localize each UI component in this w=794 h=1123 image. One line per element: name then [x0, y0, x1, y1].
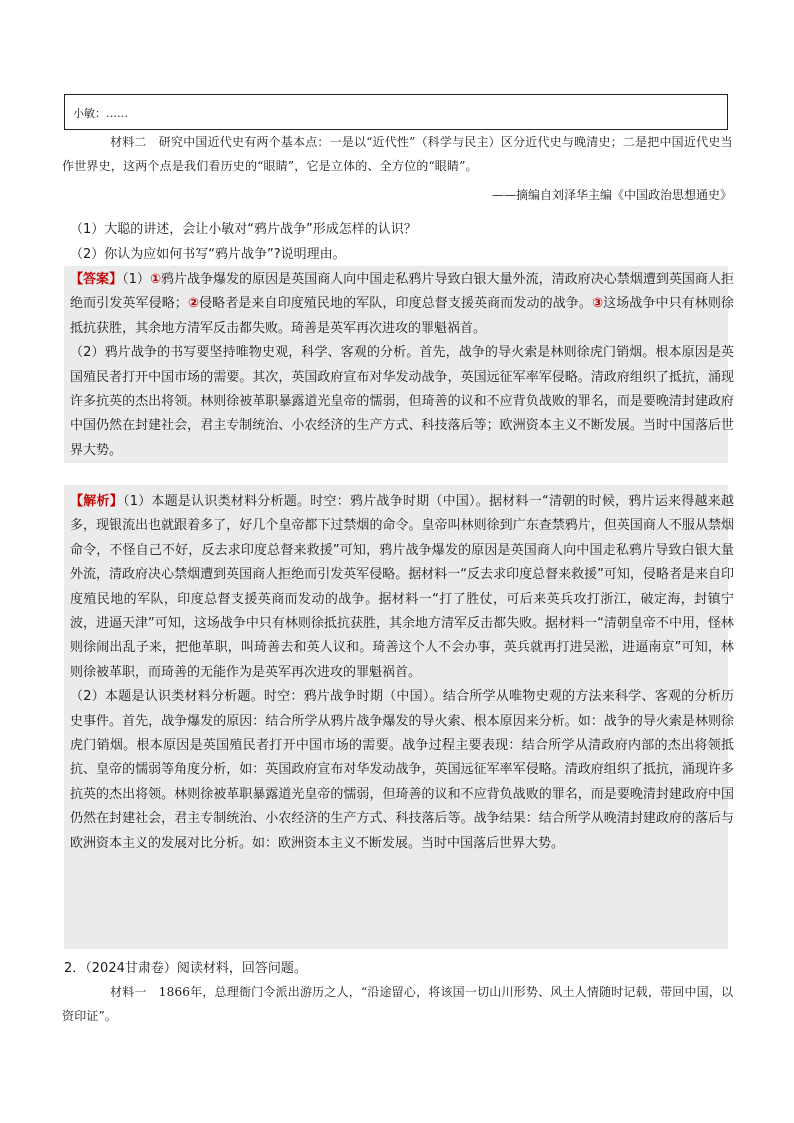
analysis-tag: 【解析】	[70, 494, 123, 509]
answer-point-1: 鸦片战争爆发的原因是英国商人向中国走私鸦片导致白银大量外流，清政府决心禁烟遭到英国商人拒绝而引发英军侵略；	[70, 272, 734, 312]
question-1: （1）大聪的讲述，会让小敏对“鸦片战争”形成怎样的认识？	[70, 222, 417, 237]
question-2-title: 2．（2024甘肃卷）阅读材料，回答问题。	[64, 961, 307, 976]
answer-part-2: （2）鸦片战争的书写要坚持唯物史观，科学、客观的分析。首先，战争的导火索是林则徐虎门销烟。根本原因是英国殖民者打开中国市场的需要。其次，英国政府宣布对华发动战争，英国远征军率军侵略。清政府组织了抵抗，涌现许多抗英的杰出将领。林则徐被革职暴露道光皇帝的懦弱，但琦善的议和不应背负战败的罪名，而是要晚清封建政府中国仍然在封建社会，君主专制统治、小农经济的生产方式、科技落后等；欧洲资本主义不断发展。当时中国落后世界大势。	[70, 345, 734, 458]
material-two: 材料二 研究中国近代史有两个基本点：一是以“近代性”（科学与民主）区分近代史与晚清史；二是把中国近代史当作世界史，这两个点是我们看历史的“眼睛”，它是立体的、全方位的“眼睛”。	[62, 135, 733, 173]
analysis-part-2: （2）本题是认识类材料分析题。时空：鸦片战争时期（中国）。结合所学从唯物史观的方法来科学、客观的分析历史事件。首先，战争爆发的原因：结合所学从鸦片战争爆发的导火索、根本原因来分析。如：战争的导火索是林则徐虎门销烟。根本原因是英国殖民者打开中国市场的需要。战争过程主要表现：结合所学从清政府内部的杰出将领抵抗、皇帝的懦弱等角度分析，如：英国政府宣布对华发动战争，英国远征军率军侵略。清政府组织了抵抗，涌现许多抗英的杰出将领。林则徐被革职暴露道光皇帝的懦弱，但琦善的议和不应背负战败的罪名，而是要晚清封建政府中国仍然在封建社会，君主专制统治、小农经济的生产方式、科技落后等。战争结果：结合所学从晚清封建政府的落后与欧洲资本主义的发展对比分析。如：欧洲资本主义不断发展。当时中国落后世界大势。	[70, 689, 734, 851]
answer-tag: 【答案】	[70, 272, 123, 287]
student-dialogue-box	[64, 94, 728, 130]
point-2-marker: ②	[187, 296, 200, 312]
point-3-marker: ③	[591, 296, 604, 312]
dialogue-text: 小敏：……	[73, 107, 128, 120]
material-one: 材料一 1866年，总理衙门令派出游历之人，“沿途留心，将该国一切山川形势、风土人情随时记载，带回中国，以资印证”。	[62, 985, 734, 1023]
analysis-block	[70, 490, 734, 856]
point-1-marker: ①	[149, 272, 161, 287]
material-two-source: ——摘编自刘泽华主编《中国政治思想通史》	[491, 188, 732, 202]
answer-prefix: （1）	[122, 272, 150, 287]
analysis-part-1: （1）本题是认识类材料分析题。时空：鸦片战争时期（中国）。据材料一“清朝的时候，鸦片运来得越来越多，现银流出也就跟着多了，好几个皇帝都下过禁烟的命令。皇帝叫林则徐到广东查禁鸦片，但英国商人不服从禁烟命令，不怪自己不好，反去求印度总督来救援”可知，鸦片战争爆发的原因是英国商人向中国走私鸦片导致白银大量外流，清政府决心禁烟遭到英国商人拒绝而引发英军侵略。据材料一“反去求印度总督来救援”可知，侵略者是来自印度殖民地的军队，印度总督支援英商而发动的战争。据材料一“打了胜仗，可后来英兵攻打浙江，破定海，封镇宁波，进逼天津”可知，这场战争中只有林则徐抵抗获胜，其余地方清军反击都失败。据材料一“清朝皇帝不中用，怪林则徐闹出乱子来，把他革职，叫琦善去和英人议和。琦善这个人不会办事，英兵就再打进吴淞，进逼南京”可知，林则徐被革职，而琦善的无能作为是英军再次进攻的罪魁祸首。	[70, 494, 734, 680]
answer-point-2: 侵略者是来自印度殖民地的军队，印度总督支援英商而发动的战争。	[199, 296, 592, 312]
answer-point-3: 这场战争中只有林则徐抵抗获胜，其余地方清军反击都失败。琦善是英军再次进攻的罪魁祸首。	[70, 296, 734, 336]
question-2: （2）你认为应如何书写“鸦片战争”?说明理由。	[70, 247, 346, 262]
answer-block	[70, 268, 734, 463]
